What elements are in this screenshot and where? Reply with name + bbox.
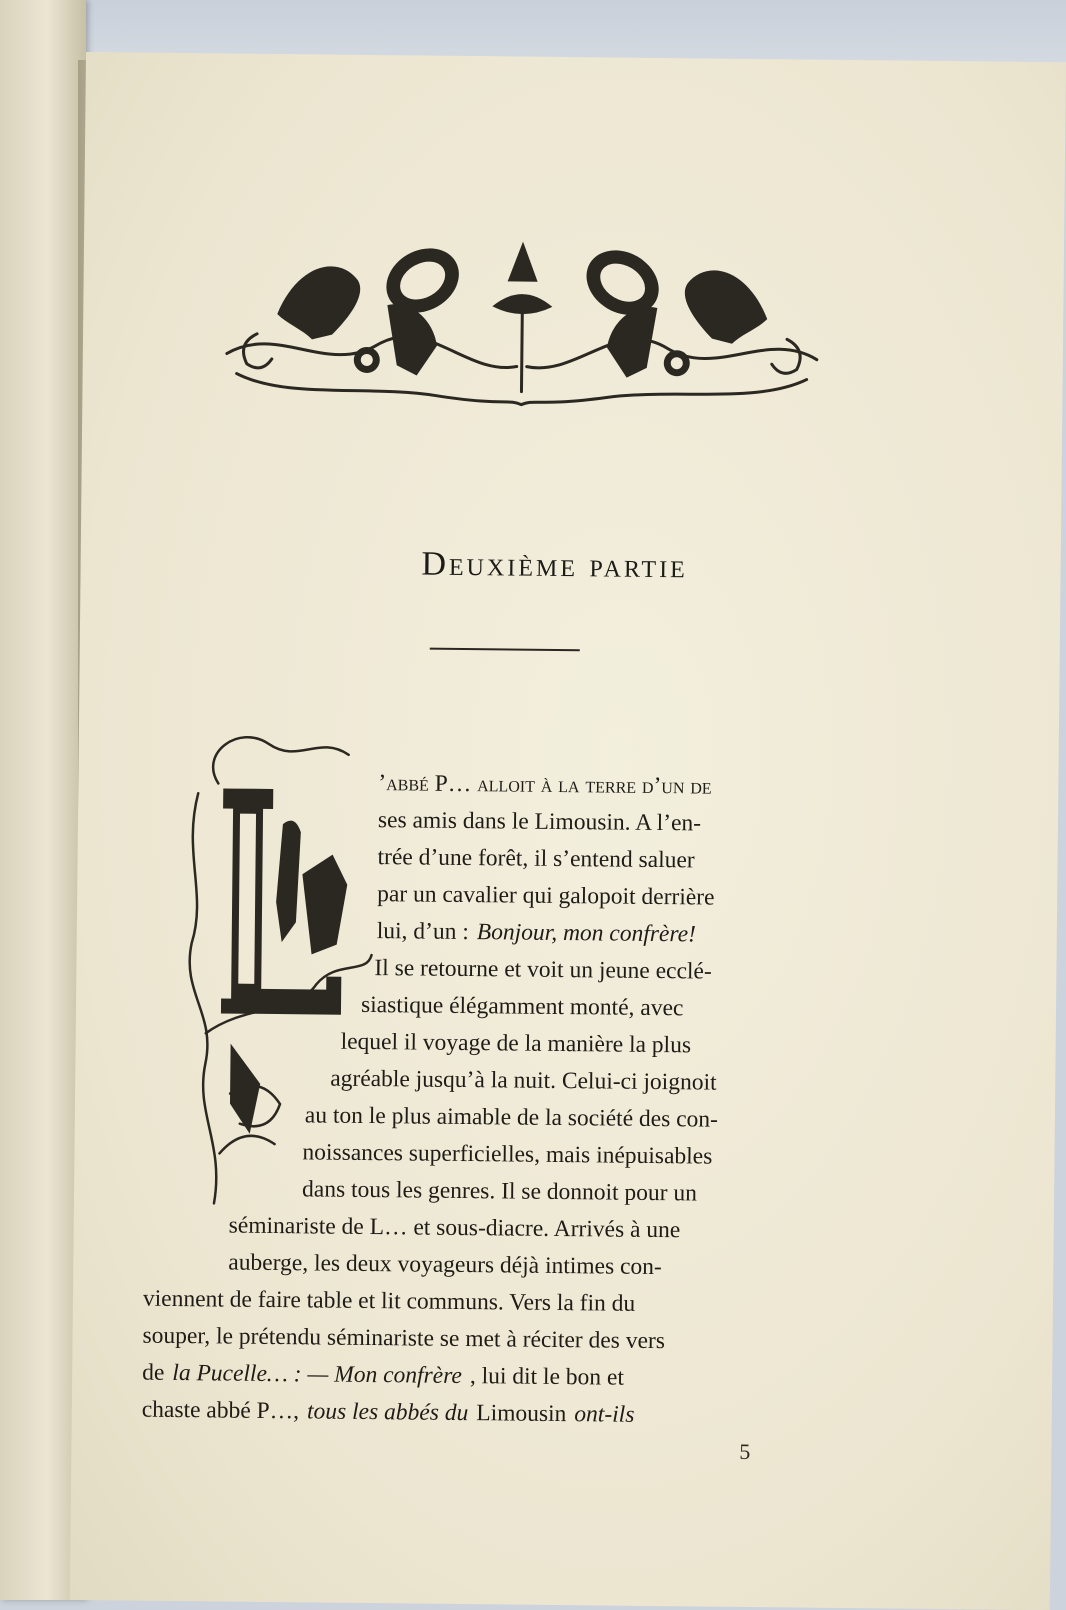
book-page bbox=[70, 52, 1066, 1610]
part-title: Deuxième partie bbox=[421, 545, 689, 586]
text-line: lequel il voyage de la manière la plus bbox=[340, 1028, 692, 1059]
text-line: au ton le plus aimable de la société des con- bbox=[304, 1102, 719, 1133]
text-line: Il se retourne et voit un jeune ecclé- bbox=[374, 955, 712, 985]
text-line: auberge, les deux voyageurs déjà intimes con- bbox=[228, 1249, 662, 1281]
text-line: ’abbé P… alloit à la terre d’un de bbox=[378, 770, 712, 800]
text-line: siastique élégamment monté, avec bbox=[360, 991, 684, 1022]
text-line: viennent de faire table et lit communs. Vers la fin du bbox=[142, 1285, 636, 1317]
text-line: agréable jusqu’à la nuit. Celui-ci joignoit bbox=[330, 1065, 717, 1096]
text-line: noissances superficielles, mais inépuisables bbox=[302, 1139, 713, 1170]
text-line: ses amis dans le Limousin. A l’en- bbox=[377, 807, 702, 837]
text-line: dans tous les genres. Il se donnoit pour un bbox=[301, 1176, 698, 1207]
ornamental-headpiece bbox=[216, 223, 828, 419]
text-line: de la Pucelle… : — Mon confrère , lui dit le bon et bbox=[142, 1359, 625, 1391]
text-line: séminariste de L… et sous-diacre. Arrivés à une bbox=[228, 1212, 681, 1244]
text-line: trée d’une forêt, il s’entend saluer bbox=[377, 844, 695, 874]
text-line: chaste abbé P…, tous les abbés du Limousin ont-ils bbox=[141, 1396, 635, 1428]
page-number: 5 bbox=[739, 1438, 751, 1465]
text-line: souper, le prétendu séminariste se met à réciter des vers bbox=[142, 1322, 666, 1355]
text-line: par un cavalier qui galopoit derrière bbox=[377, 881, 715, 911]
text-line: lui, d’un : Bonjour, mon confrère! bbox=[376, 918, 697, 948]
title-rule bbox=[430, 648, 580, 652]
